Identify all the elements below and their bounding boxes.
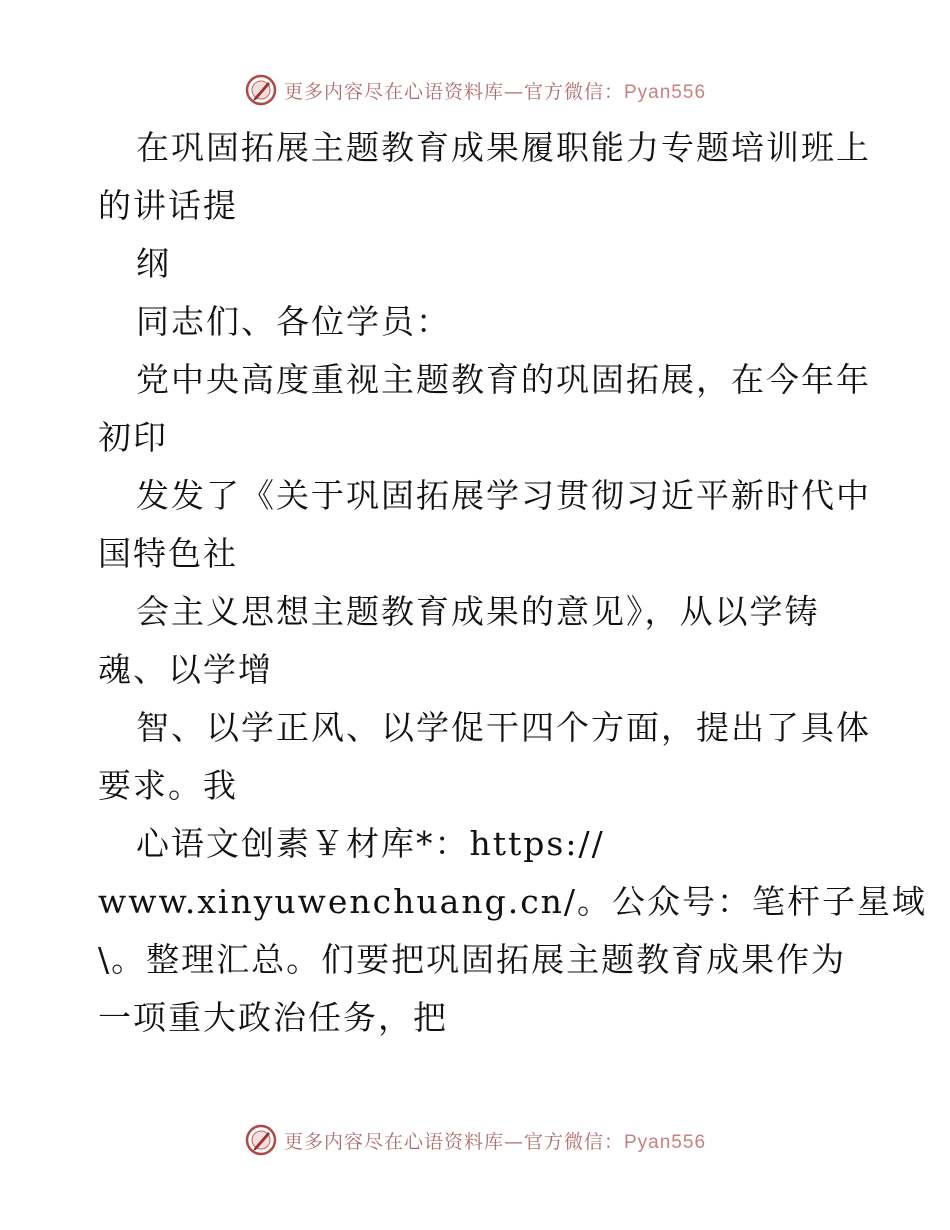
paragraph-line: 会主义思想主题教育成果的意见》，从以学铸 <box>136 592 820 631</box>
paragraph-line: 要求。我 <box>98 766 238 805</box>
paragraph-line: 国特色社 <box>98 534 238 573</box>
paragraph-line: 心语文创素￥材库*：https:// <box>136 824 605 863</box>
watermark-wechat-id: Pyan556 <box>624 81 707 103</box>
paragraph-line: 发发了《关于巩固拓展学习贯彻习近平新时代中 <box>136 476 871 515</box>
watermark-text <box>284 77 706 104</box>
paragraph-line: 一项重大政治任务，把 <box>98 998 448 1037</box>
paragraph-line: 智、以学正风、以学促干四个方面，提出了具体 <box>136 708 871 747</box>
watermark-label: 更多内容尽在心语资料库—官方微信： <box>283 1130 624 1153</box>
document-title-line-1: 在巩固拓展主题教育成果履职能力专题培训班上 <box>136 128 871 167</box>
footer-watermark <box>0 1120 950 1160</box>
paragraph-line: 党中央高度重视主题教育的巩固拓展，在今年年 <box>136 360 871 399</box>
paragraph-line: www.xinyuwenchuang.cn/。公众号：笔杆子星域 <box>98 882 928 921</box>
paragraph-line: 魂、以学增 <box>98 650 273 689</box>
paragraph-line: \。整理汇总。们要把巩固拓展主题教育成果作为 <box>98 940 847 979</box>
watermark-label: 更多内容尽在心语资料库—官方微信： <box>283 80 624 103</box>
salutation: 同志们、各位学员： <box>136 302 451 341</box>
document-title-line-3: 纲 <box>136 244 171 283</box>
document-title-line-2: 的讲话提 <box>98 186 238 225</box>
paragraph-line: 初印 <box>98 418 168 457</box>
watermark-text <box>284 1127 706 1154</box>
header-watermark <box>0 70 950 110</box>
watermark-wechat-id: Pyan556 <box>624 1131 707 1153</box>
seal-logo-icon <box>244 1123 278 1157</box>
seal-logo-icon <box>244 73 278 107</box>
